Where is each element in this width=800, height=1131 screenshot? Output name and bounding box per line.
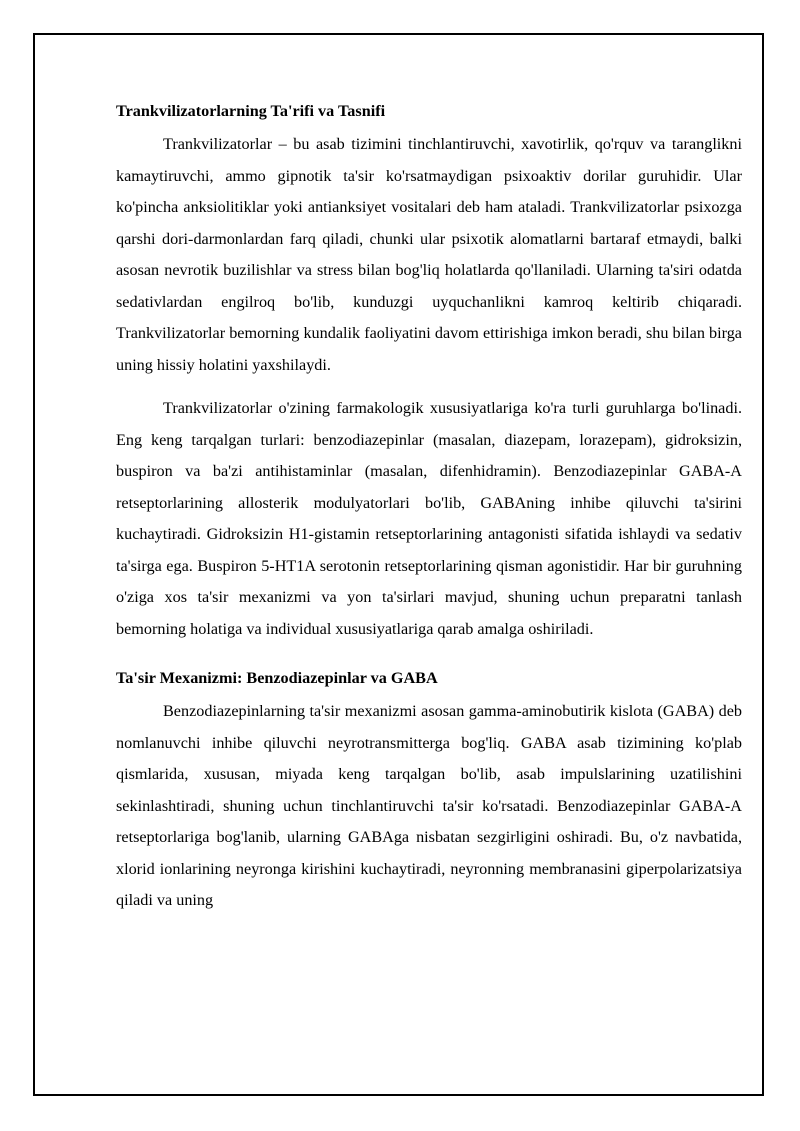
document-body [116,96,742,917]
section-heading-definition: Trankvilizatorlarning Ta'rifi va Tasnifi [116,102,386,120]
paragraph-classification: Trankvilizatorlar o'zining farmakologik xususiyatlariga ko'ra turli guruhlarga bo'linadi. Eng keng tarqalgan turlari: benzodiazepinlar (masalan, diazepam, lorazepam), gidroksizin, buspiron va ba'zi antihistaminlar (masalan, difenhidramin). Benzodiazepinlar GABA-A retseptorlarining allosterik modulyatorlari bo'lib, GABAning inhibe qiluvchi ta'sirini kuchaytiradi. Gidroksizin H1-gistamin retseptorlarining antagonisti sifatida ishlaydi va sedativ ta'sirga ega. Buspiron 5-HT1A serotonin retseptorlarining qisman agonistidir. Har bir guruhning o'ziga xos ta'sir mexanizmi va yon ta'sirlari mavjud, shuning uchun preparatni tanlash bemorning holatiga va individual xususiyatlariga qarab amalga oshiriladi. [116,399,742,638]
section-heading-mechanism: Ta'sir Mexanizmi: Benzodiazepinlar va GABA [116,669,438,687]
paragraph-mechanism: Benzodiazepinlarning ta'sir mexanizmi asosan gamma-aminobutirik kislota (GABA) deb nomlanuvchi inhibe qiluvchi neyrotransmitterga bog'liq. GABA asab tizimining ko'plab qismlarida, xususan, miyada keng tarqalgan bo'lib, asab impulslarining uzatilishini sekinlashtiradi, shuning uchun tinchlantiruvchi ta'sir ko'rsatadi. Benzodiazepinlar GABA-A retseptorlariga bog'lanib, ularning GABAga nisbatan sezgirligini oshiradi. Bu, o'z navbatida, xlorid ionlarining neyronga kirishini kuchaytiradi, neyronning membranasini giperpolarizatsiya qiladi va uning [116,702,742,909]
paragraph-definition: Trankvilizatorlar – bu asab tizimini tinchlantiruvchi, xavotirlik, qo'rquv va taranglikni kamaytiruvchi, ammo gipnotik ta'sir ko'rsatmaydigan psixoaktiv dorilar guruhidir. Ular ko'pincha anksiolitiklar yoki antianksiyet vositalari deb ham ataladi. Trankvilizatorlar psixozga qarshi dori-darmonlardan farq qiladi, chunki ular psixotik alomatlarni bartaraf etmaydi, balki asosan nevrotik buzilishlar va stress bilan bog'liq holatlarda qo'llaniladi. Ularning ta'siri odatda sedativlardan engilroq bo'lib, kunduzgi uyquchanlikni kamroq keltirib chiqaradi. Trankvilizatorlar bemorning kundalik faoliyatini davom ettirishiga imkon beradi, shu bilan birga uning hissiy holatini yaxshilaydi. [116,135,742,374]
